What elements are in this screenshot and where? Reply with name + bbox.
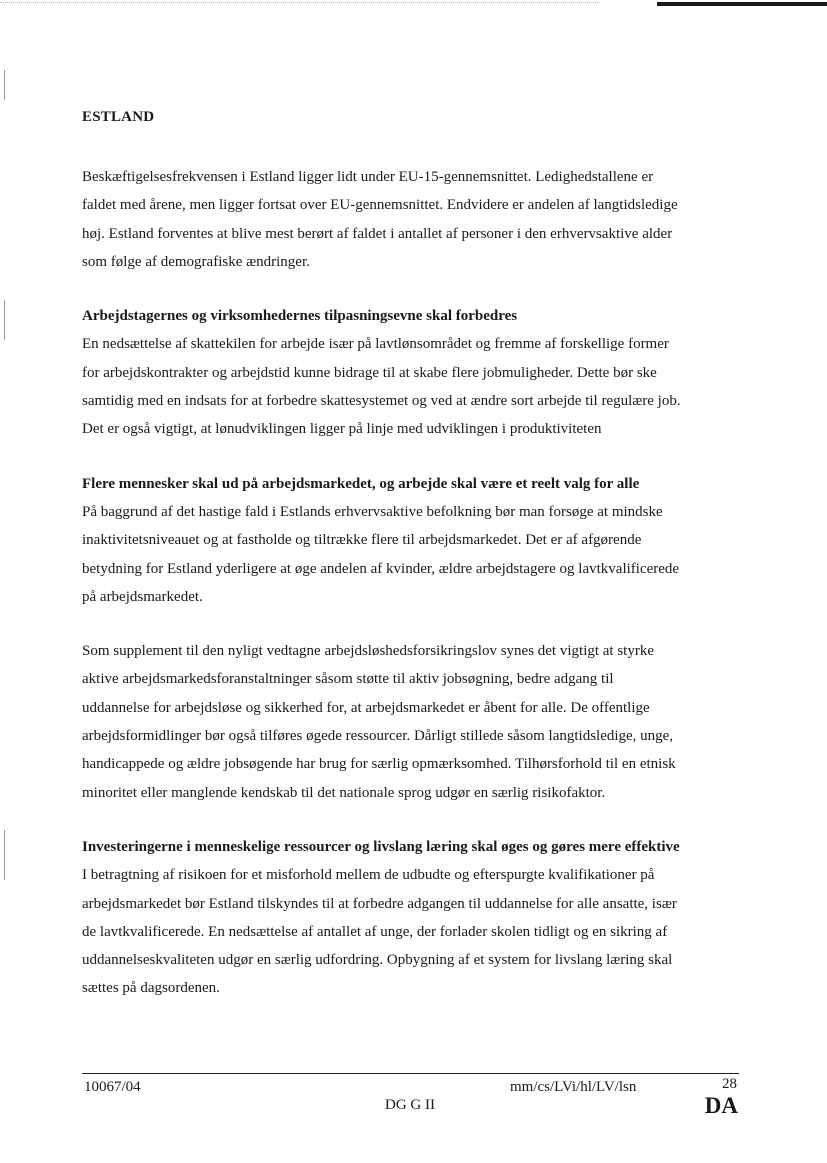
text-line: på arbejdsmarkedet. [82, 588, 203, 605]
footer-doc-number: 10067/04 [84, 1079, 141, 1095]
text-line: I betragtning af risikoen for et misforhold mellem de udbudte og efterspurgte kvalifikationer på [82, 867, 655, 884]
section-heading: Arbejdstagernes og virksomhedernes tilpasningsevne skal forbedres [82, 308, 518, 325]
text-line: som følge af demografiske ændringer. [82, 253, 310, 270]
intro-paragraph [82, 163, 742, 276]
text-line: aktive arbejdsmarkedsforanstaltninger såsom støtte til aktiv jobsøgning, bedre adgang til [82, 671, 614, 688]
text-line: uddannelseskvaliteten udgør en særlig udfordring. Opbygning af et system for livslang læring skal [82, 952, 673, 969]
section-heading: Investeringerne i menneskelige ressourcer og livslang læring skal øges og gøres mere effektive [82, 838, 680, 855]
text-line: samtidig med en indsats for at forbedre skattesystemet og ved at ændre sort arbejde til regulære job. [82, 393, 681, 410]
text-line: arbejdsmarkedet bør Estland tilskyndes til at forbedre adgangen til uddannelse for alle ansatte, især [82, 895, 677, 912]
text-line: for arbejdskontrakter og arbejdstid kunne bidrage til at skabe flere jobmuligheder. Dette bør ske [82, 364, 657, 381]
document-body [82, 106, 742, 1003]
text-line: Som supplement til den nyligt vedtagne arbejdsløshedsforsikringslov synes det vigtigt at styrke [82, 643, 655, 660]
section-heading: Flere mennesker skal ud på arbejdsmarkedet, og arbejde skal være et reelt valg for alle [82, 475, 640, 492]
text-line: minoritet eller manglende kendskab til det nationale sprog udgør en særlig risikofaktor. [82, 784, 606, 801]
scan-edge-left [4, 830, 5, 880]
scan-edge-top [0, 0, 827, 8]
footer-reference: mm/cs/LVi/hl/LV/lsn [510, 1079, 637, 1095]
section-labour-market [82, 470, 742, 807]
section-human-resources [82, 833, 742, 1003]
scan-noise [0, 2, 600, 3]
text-line: arbejdsformidlinger bør også tilføres øgede ressourcer. Dårligt stillede såsom langtidsledige, unge, [82, 728, 674, 745]
text-line: inaktivitetsniveauet og at fastholde og tiltrække flere til arbejdsmarkedet. Det er af afgørende [82, 532, 642, 549]
text-line: En nedsættelse af skattekilen for arbejde især på lavtlønsområdet og fremme af forskellige former [82, 336, 669, 353]
footer-directorate: DG G II [385, 1097, 435, 1113]
document-title: ESTLAND [82, 109, 155, 125]
text-line: uddannelse for arbejdsløse og sikkerhed for, at arbejdsmarkedet er åbent for alle. De offentlige [82, 699, 650, 716]
text-line: høj. Estland forventes at blive mest berørt af faldet i antallet af personer i den erhvervsaktive alder [82, 225, 673, 242]
language-code: DA [704, 1093, 738, 1118]
text-line: de lavtkvalificerede. En nedsættelse af antallet af unge, der forlader skolen tidligt og en sikring af [82, 923, 668, 940]
text-line: handicappede og ældre jobsøgende har brug for særlig opmærksomhed. Tilhørsforhold til en etnisk [82, 756, 676, 773]
text-line: faldet med årene, men ligger fortsat over EU-gennemsnittet. Endvidere er andelen af langtidsledige [82, 197, 678, 214]
text-line: sættes på dagsordenen. [82, 980, 220, 997]
text-line: betydning for Estland yderligere at øge andelen af kvinder, ældre arbejdstagere og lavtkvalificerede [82, 560, 680, 577]
text-line: På baggrund af det hastige fald i Estlands erhvervsaktive befolkning bør man forsøge at mindske [82, 503, 663, 520]
scan-edge-left [4, 70, 5, 100]
text-line: Det er også vigtigt, at lønudviklingen ligger på linje med udviklingen i produktiviteten [82, 421, 602, 438]
scan-bar [657, 2, 827, 6]
footer-divider [82, 1073, 739, 1074]
page-number: 28 [722, 1076, 737, 1092]
scan-edge-left [4, 300, 5, 340]
text-line: Beskæftigelsesfrekvensen i Estland ligger lidt under EU-15-gennemsnittet. Ledighedstallene er [82, 169, 654, 185]
section-adaptability [82, 302, 742, 443]
